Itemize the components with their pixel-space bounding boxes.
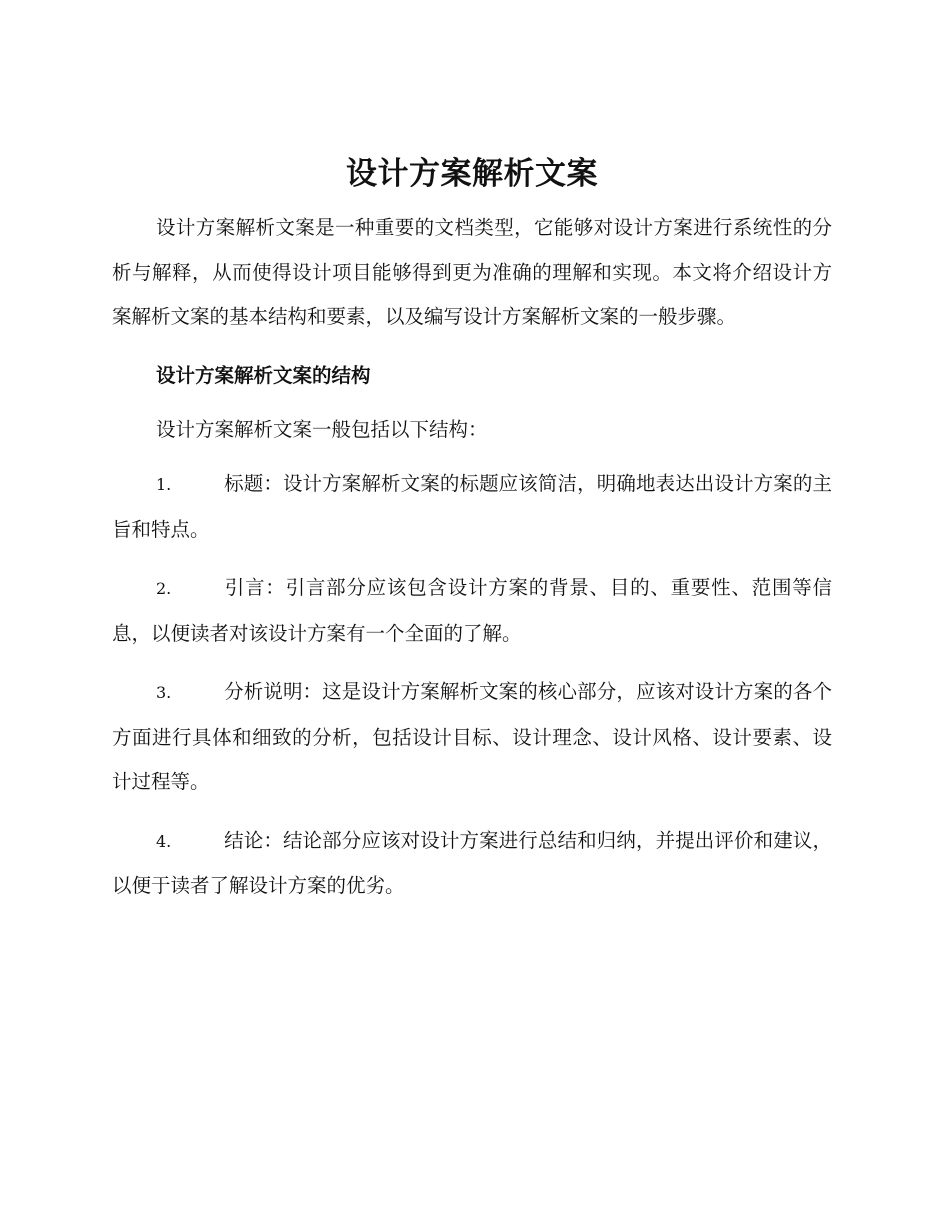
list-item [112, 566, 832, 656]
list-item-text: 分析说明：这是设计方案解析文案的核心部分，应该对设计方案的各个方面进行具体和细致的分析，包括设计目标、设计理念、设计风格、设计要素、设计过程等。 [112, 680, 832, 793]
intro-paragraph: 设计方案解析文案是一种重要的文档类型，它能够对设计方案进行系统性的分析与解释，从而使得设计项目能够得到更为准确的理解和实现。本文将介绍设计方案解析文案的基本结构和要素，以及编写设计方案解析文案的一般步骤。 [112, 216, 832, 328]
list-item [112, 462, 832, 552]
list-item-number: 2. [156, 579, 172, 598]
section-intro: 设计方案解析文案一般包括以下结构： [156, 417, 488, 441]
list-item [112, 819, 832, 909]
list-item-text: 引言：引言部分应该包含设计方案的背景、目的、重要性、范围等信息，以便读者对该设计方案有一个全面的了解。 [112, 576, 832, 645]
list-item-number: 3. [156, 683, 172, 702]
list-item-number: 4. [156, 831, 172, 851]
document-page [112, 148, 832, 923]
section-heading: 设计方案解析文案的结构 [156, 363, 371, 387]
document-title: 设计方案解析文案 [346, 156, 598, 192]
list-item [112, 670, 832, 805]
list-item-number: 1. [156, 475, 172, 494]
list-item-text: 结论：结论部分应该对设计方案进行总结和归纳，并提出评价和建议，以便于读者了解设计方案的优劣。 [112, 828, 832, 897]
structure-list [112, 462, 832, 909]
list-item-text: 标题：设计方案解析文案的标题应该简洁，明确地表达出设计方案的主旨和特点。 [112, 472, 832, 541]
